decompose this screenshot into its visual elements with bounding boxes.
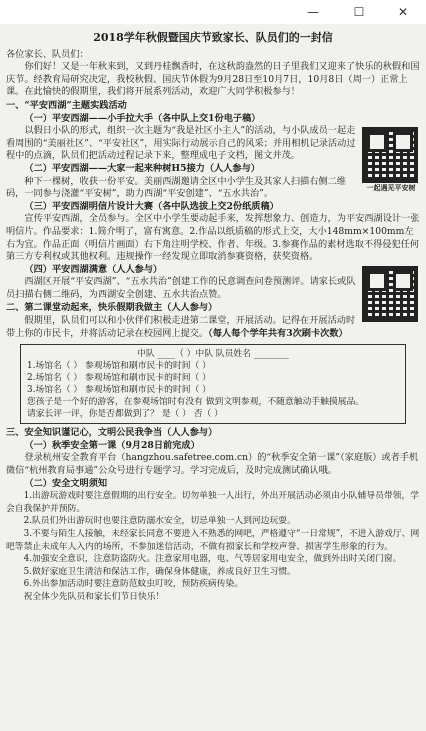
maximize-icon[interactable]: ☐ (353, 5, 365, 19)
section-1-2-heading: （二）平安西湖——大家一起来种树H5接力（人人参与） (24, 162, 260, 174)
section-1-1-heading: （一）平安西湖——小手拉大手（各中队上交1份电子稿） (24, 112, 261, 124)
form-header: 中队 ____（ ）中队 队员姓名 ________ (137, 349, 289, 360)
visit-record-form (20, 344, 406, 424)
section-1-1-body: 以假日小队的形式，组织一次主题为“我是社区小主人”的活动，与小队成员一起走看周围的“美丽社区”、“平安社区”，用实际行动展示自己的风采；并用相机记录活动过程中的点滴，队员们把活动过程记录下来，整理成电子文档，图文并茂。 (6, 125, 356, 162)
form-note: 您孩子是一个好的游客，在参观场馆时有没有 做到文明参观，不随意触动手触摸展品。 (27, 397, 365, 408)
qr-code-1 (362, 127, 420, 192)
closing-line: 祝全体少先队员和家长们节日快乐！ (23, 591, 165, 602)
letter-document (6, 30, 420, 604)
rule-item: 5.做好家庭卫生清洁和保洁工作，确保身体健康，养成良好卫生习惯。 (23, 566, 296, 577)
section-1-heading: 一、“平安西湖”主题实践活动 (6, 99, 127, 111)
form-note: 请家长评一评，你是否都做到了？ 是（ ） 否（ ） (27, 409, 223, 420)
form-row: 1.场馆名（ ） 参观场馆和刷市民卡的时间（ ） (27, 361, 211, 372)
rule-item: 1.出游玩游戏时要注意假期的出行安全。切勿单独一人出行，外出开展活动必须由小队辅导员带领，学会自我保护并预防。 (6, 491, 420, 514)
section-2-body (6, 315, 420, 340)
section-1-2-body: 种下一棵树，收获一份平安。美丽西湖邀请全区中小学生及其家人扫描右侧二维码，一同参与浇灌“平安树”，助力西湖“平安创建”、“五水共治”。 (6, 175, 346, 200)
close-icon[interactable]: ✕ (397, 5, 409, 19)
document-viewport[interactable] (0, 24, 426, 731)
rule-item: 3.不要与陌生人接触，未经家长同意不要进入不熟悉的网吧，严格遵守“一日常规”，不进入游戏厅、网吧等禁止未成年人入内的场所，不参加迷信活动，不做有损家长和学校声誉、损害学生形象的行为。 (6, 529, 420, 552)
section-3-1-heading: （一）秋季安全第一课（9月28日前完成） (24, 439, 200, 451)
qr-caption: 一起遇见平安树 (366, 183, 416, 193)
rule-item: 6.外出参加活动时要注意防范蚊虫叮咬，预防疾病传染。 (23, 579, 244, 590)
form-row: 2.场馆名（ ） 参观场馆和刷市民卡的时间（ ） (27, 373, 211, 384)
form-row: 3.场馆名（ ） 参观场馆和刷市民卡的时间（ ） (27, 385, 211, 396)
rule-item: 4.加强安全意识，注意防盗防火。注意家用电器，电、气等居家用电安全，做到外出时关闭门窗。 (23, 554, 402, 565)
minimize-icon[interactable]: — (307, 5, 319, 19)
intro-paragraph: 你们好！又是一年秋来到，又到丹桂飘香时，在这秋韵盎然的日子里我们又迎来了快乐的秋假和国庆节。经教育局研究决定，我校秋假、国庆节休假为9月28日至10月7日，10月8日（周一）正常上课。在此愉快的假期里，我们将开展系列活动，欢迎广大同学积极参与！ (6, 61, 420, 98)
section-3-1-body: 登录杭州安全教育平台（hangzhou.safetree.com.cn）的“秋季安全第一课”（家庭版）或者手机微信“杭州教育局事通”公众号进行专题学习。学习完成后，及时完成测试确认哦。 (6, 452, 419, 477)
section-3-heading: 三、安全知识谨记心，文明公民我争当（人人参与） (6, 427, 218, 439)
section-1-3-heading: （三）平安西湖明信片设计大赛（各中队选拔上交2份纸质稿） (24, 200, 279, 212)
section-2-note: （每人每个学年共有3次刷卡次数） (208, 327, 348, 339)
section-1-4-body: 西湖区开展“平安西湖”、“五水共治”创建工作的民意调查问卷预测评。请家长或队员扫描右侧二维码，为西湖安全创建、五水共治点赞。 (6, 276, 356, 300)
section-3-2-heading: （二）安全文明须知 (24, 477, 108, 489)
section-1-4-heading: （四）平安西湖满意（人人参与） (24, 263, 163, 275)
letter-title: 2018学年秋假暨国庆节致家长、队员们的一封信 (93, 31, 333, 44)
rule-item: 2.队员们外出游玩时也要注意防溺水安全，切忌单独一人到河边玩耍。 (23, 516, 296, 527)
qr-code-icon (362, 127, 418, 183)
qr-code-icon (362, 266, 418, 322)
greeting: 各位家长、队员们： (6, 48, 89, 60)
section-2-text: 假期里，队员们可以和小伙伴们积极走进第二课堂，开展活动。记得在开展活动时带上你的市民卡，并将活动记录在校园网上提交。 (6, 315, 356, 339)
section-1-3-body: 宣传平安西湖，全员参与。全区中小学生要动起手来，发挥想象力、创造力，为平安西湖设计一张明信片。作品要求：1.简介明了，富有寓意。2.作品以纸质稿的形式上交，大小148mm×100mm左右为宜。作品正面（明信片画面）右下角注明学校、作者、年级。3.参赛作品的素材选取不得侵犯任何第三方专利权或其他权利。违规操作一经发现立即取消参赛资格，获奖资格。 (6, 213, 420, 263)
window-titlebar (0, 0, 426, 25)
section-2-heading: 二、第二课堂动起来，快乐假期我做主（人人参与） (6, 302, 218, 314)
qr-code-2 (362, 266, 420, 322)
